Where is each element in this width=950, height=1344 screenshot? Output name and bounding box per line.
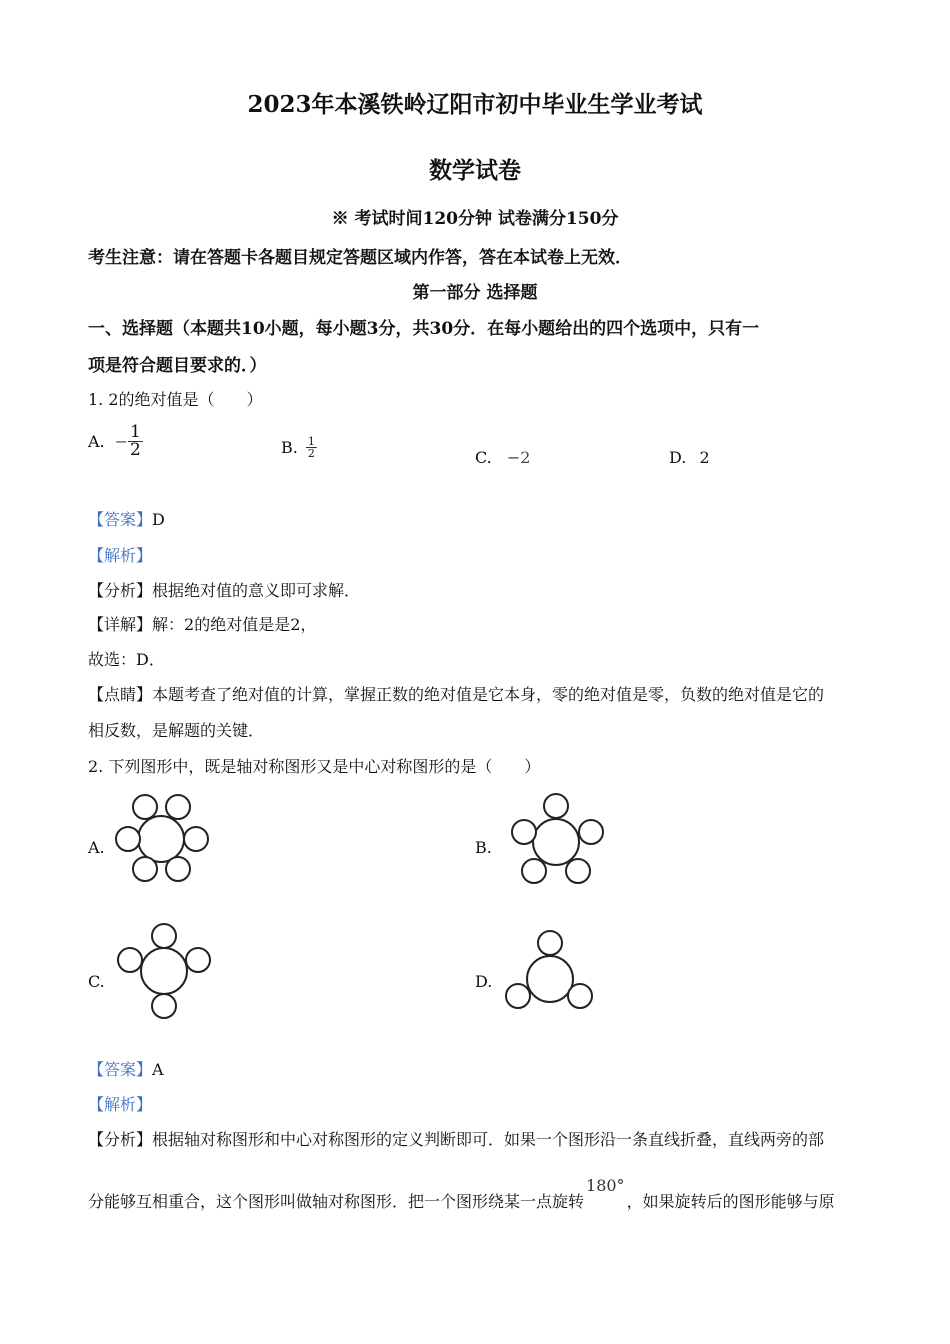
answer-value: D — [152, 510, 165, 529]
figure-b-five-circles — [504, 790, 610, 888]
figure-d-three-circles — [500, 926, 600, 1014]
figure-c-four-circles — [112, 920, 218, 1026]
exam-title: 2023年本溪铁岭辽阳市初中毕业生学业考试 — [247, 91, 703, 118]
q2-option-a-label: A. — [88, 838, 105, 857]
numerator: 1 — [130, 422, 141, 442]
option-value: −2 — [506, 448, 531, 467]
q1-choice: 故选：D． — [88, 650, 165, 669]
q2-analysis-tag: 【解析】 — [88, 1095, 153, 1114]
section-heading-line2: 项是符合题目要求的．） — [88, 356, 267, 376]
q2-option-b-label: B. — [475, 838, 492, 857]
answer-tag: 【答案】 — [88, 1060, 153, 1079]
denominator: 2 — [130, 440, 141, 460]
q1-option-b — [281, 436, 317, 459]
fenxi-text-b: ，如果旋转后的图形能够与原 — [626, 1192, 835, 1211]
option-label: C. — [475, 448, 492, 467]
dianjing-tag: 【点睛】 — [88, 685, 153, 704]
fenxi-text-a: 分能够互相重合，这个图形叫做轴对称图形．把一个图形绕某一点旋转 — [88, 1192, 585, 1211]
fenxi-text: 根据轴对称图形和中心对称图形的定义判断即可．如果一个图形沿一条直线折叠，直线两旁的部 — [152, 1130, 825, 1149]
part-heading: 第一部分 选择题 — [412, 283, 538, 303]
fenxi-tag: 【分析】 — [88, 581, 153, 600]
q1-option-d — [669, 448, 710, 467]
figure-a-six-circles — [108, 792, 218, 886]
dianjing-text: 本题考查了绝对值的计算，掌握正数的绝对值是它本身，零的绝对值是零，负数的绝对值是它的 — [152, 685, 825, 704]
option-label: B. — [281, 438, 298, 457]
exam-info: ※ 考试时间120分钟 试卷满分150分 — [331, 209, 619, 229]
q1-dianjing-line1 — [88, 682, 824, 705]
q2-stem: 2. 下列图形中，既是轴对称图形又是中心对称图形的是（ ） — [88, 757, 541, 776]
q1-dianjing-line2: 相反数，是解题的关键． — [88, 721, 265, 740]
minus-sign: − — [114, 432, 129, 451]
q2-fenxi-line1 — [88, 1127, 824, 1150]
fenxi-tag: 【分析】 — [88, 1130, 153, 1149]
rotation-angle: 180° — [586, 1176, 625, 1195]
xiangjie-text: 解：2的绝对值是是2， — [152, 615, 317, 634]
section-heading-line1: 一、选择题（本题共10小题，每小题3分，共30分．在每小题给出的四个选项中，只有一 — [88, 319, 760, 339]
xiangjie-tag: 【详解】 — [88, 615, 153, 634]
q1-stem: 1. 2的绝对值是（ ） — [88, 390, 263, 409]
exam-notice: 考生注意：请在答题卡各题目规定答题区域内作答，答在本试卷上无效． — [88, 248, 632, 268]
answer-tag: 【答案】 — [88, 510, 153, 529]
q2-option-c-label: C. — [88, 972, 105, 991]
exam-subtitle: 数学试卷 — [429, 157, 521, 184]
q1-analysis-tag: 【解析】 — [88, 546, 153, 565]
q1-xiangjie — [88, 612, 316, 635]
denominator: 2 — [307, 447, 315, 460]
answer-value: A — [152, 1060, 164, 1079]
option-value: 2 — [699, 448, 710, 467]
q1-fenxi — [88, 578, 360, 601]
q1-option-c — [475, 448, 530, 467]
fenxi-text: 根据绝对值的意义即可求解． — [152, 581, 361, 600]
q2-option-d-label: D. — [475, 972, 493, 991]
fraction — [306, 436, 317, 459]
q2-answer — [88, 1057, 164, 1080]
fraction — [128, 424, 143, 459]
q1-option-a — [88, 424, 143, 459]
q1-answer — [88, 507, 165, 530]
option-label: A. — [88, 432, 105, 451]
option-label: D. — [669, 448, 687, 467]
numerator: 1 — [307, 435, 315, 448]
q2-fenxi-line2 — [88, 1176, 835, 1212]
